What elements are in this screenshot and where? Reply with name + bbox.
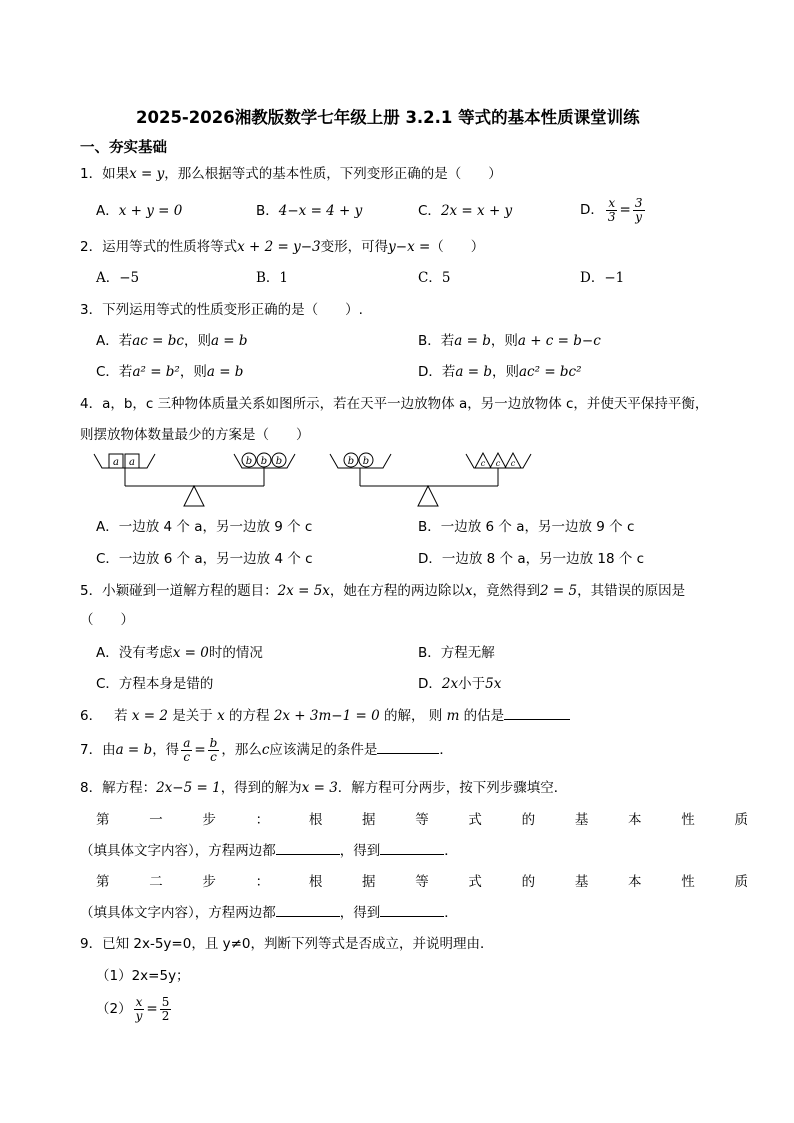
question-8	[80, 778, 567, 798]
question-text: ，竟然得到	[472, 583, 541, 599]
math-expression: x = 2	[131, 708, 168, 724]
question-text: ，得到的解为	[220, 780, 302, 796]
math-expression: 2x + 3m−1 = 0	[273, 708, 380, 724]
fig-label-c: c	[510, 459, 516, 468]
question-7	[80, 733, 453, 767]
fraction	[633, 197, 645, 224]
math-expression: x = 0	[172, 645, 209, 661]
question-text: （填具体文字内容），方程两边都	[80, 843, 276, 859]
step-1-heading	[96, 810, 748, 830]
denominator: c	[183, 749, 191, 764]
option-d	[418, 674, 501, 694]
fraction	[181, 737, 192, 764]
math-expression: a = b	[454, 333, 491, 349]
option-text: ，则	[490, 333, 518, 349]
option-c	[418, 201, 512, 221]
question-text: （填具体文字内容），方程两边都	[80, 905, 276, 921]
step-char: 的	[521, 812, 536, 828]
step-char: 步	[202, 812, 216, 828]
answer-blank[interactable]	[380, 916, 444, 917]
equals-sign: =	[194, 742, 206, 758]
option-d: D．一边放 8 个 a，另一边放 18 个 c	[418, 551, 645, 567]
step-char: 据	[362, 874, 376, 890]
math-expression: 2x = 5x	[277, 583, 330, 599]
math-expression: a = b	[455, 364, 492, 380]
math-expression: 2 = 5	[540, 583, 578, 599]
answer-blank[interactable]	[377, 753, 439, 754]
math-expression: c	[261, 742, 270, 758]
question-text: 的估是	[459, 708, 505, 724]
step-char: 根	[308, 812, 323, 828]
step-char: 基	[574, 812, 589, 828]
question-text: 如果	[102, 166, 130, 182]
math-expression: a = b	[115, 742, 153, 758]
question-text: ，其错误的原因是	[577, 583, 686, 599]
denominator: y	[135, 1008, 143, 1023]
step-char: 根	[308, 874, 323, 890]
question-text: ，那么根据等式的基本性质，下列变形正确的是（ ）	[164, 166, 502, 182]
step-char: 性	[681, 812, 695, 828]
step-char: 性	[681, 874, 695, 890]
question-text: ，得	[152, 742, 180, 758]
question-6	[80, 706, 570, 726]
step-char: ：	[255, 812, 270, 828]
option-b: B．方程无解	[418, 645, 495, 661]
question-text: 小颖碰到一道解方程的题目：	[102, 583, 278, 599]
question-9-part-1: （1）2x=5y；	[96, 968, 190, 984]
step-char: 式	[468, 812, 482, 828]
math-expression: 4−x = 4 + y	[278, 203, 363, 219]
fig-label-c: c	[480, 459, 486, 468]
step-char: 本	[628, 812, 642, 828]
question-3	[80, 300, 363, 320]
question-5	[80, 581, 685, 601]
math-expression: x	[464, 583, 473, 599]
question-text: ．	[444, 905, 458, 921]
option-b: B．1	[256, 270, 289, 286]
step-char: 式	[468, 874, 482, 890]
question-number: 2．	[80, 239, 103, 255]
fig-label-a: a	[113, 457, 119, 468]
numerator: 3	[634, 195, 643, 210]
math-expression: y−x =	[388, 239, 431, 255]
math-expression: x	[217, 708, 225, 724]
numerator: x	[608, 195, 616, 210]
option-text: 时的情况	[208, 645, 263, 661]
option-text: ，则	[183, 333, 211, 349]
math-expression: ac² = bc²	[519, 364, 582, 380]
step-2-fill	[80, 903, 458, 923]
option-label: A．	[96, 203, 119, 219]
question-text: （ ）	[430, 239, 485, 255]
math-expression: 2x−5 = 1	[156, 780, 221, 796]
question-text: ，那么	[221, 742, 262, 758]
denominator: 3	[607, 209, 616, 224]
question-text: 变形，可得	[320, 239, 389, 255]
step-char: 二	[149, 874, 163, 890]
math-expression: 2x	[441, 676, 459, 692]
math-expression: x = y	[129, 166, 165, 182]
math-expression: 2x = x + y	[440, 203, 513, 219]
question-9	[80, 934, 494, 954]
balance-scale-figure	[90, 448, 550, 512]
step-char: 等	[415, 812, 429, 828]
option-a	[96, 331, 248, 351]
fulcrum-triangle	[418, 486, 438, 506]
question-number: 6．	[80, 708, 103, 724]
option-d	[580, 193, 647, 227]
step-char: 基	[574, 874, 589, 890]
fig-label-a: a	[129, 457, 135, 468]
step-char: ：	[255, 874, 270, 890]
question-text: ，她在方程的两边除以	[329, 583, 465, 599]
question-text: 的解， 则	[379, 708, 447, 724]
option-a: A．−5	[96, 270, 140, 286]
step-char: 的	[521, 874, 536, 890]
fig-label-b: b	[275, 456, 283, 467]
fraction	[134, 996, 145, 1023]
step-char: 等	[415, 874, 429, 890]
fig-label-b: b	[245, 456, 253, 467]
question-2	[80, 237, 484, 257]
question-text: 下列运用等式的性质变形正确的是（ ）.	[102, 302, 363, 318]
math-expression: m	[446, 708, 460, 724]
numerator: b	[209, 735, 218, 750]
question-5-line-2: （ ）	[80, 612, 134, 628]
question-text: a，b，c 三种物体质量关系如图所示，若在天平一边放物体 a，另一边放物体 c，并使天平保持平衡，	[102, 396, 709, 412]
step-2-heading	[96, 872, 748, 892]
option-c	[96, 362, 243, 382]
fraction	[606, 197, 618, 224]
answer-blank[interactable]	[276, 854, 340, 855]
option-text: D．	[418, 676, 442, 692]
step-char: 本	[628, 874, 642, 890]
option-label: D．	[580, 202, 604, 218]
denominator: c	[210, 749, 217, 764]
option-b	[256, 201, 362, 221]
fraction	[208, 737, 220, 764]
math-expression: x + y = 0	[118, 203, 183, 219]
math-expression: a = b	[206, 364, 244, 380]
step-char: 质	[734, 812, 748, 828]
question-text: 的方程	[224, 708, 274, 724]
option-text: A．若	[96, 333, 133, 349]
question-text: 若	[114, 708, 132, 724]
fraction	[160, 996, 172, 1023]
option-c: C．5	[418, 270, 451, 286]
step-char: 据	[362, 812, 376, 828]
question-text: 已知 2x-5y=0，且 y≠0，判断下列等式是否成立，并说明理由．	[102, 936, 494, 952]
question-1	[80, 164, 502, 184]
question-text: 应该满足的条件是	[269, 742, 378, 758]
question-text: 运用等式的性质将等式	[102, 239, 238, 255]
question-9-part-2	[96, 992, 173, 1026]
question-text: ，得到	[339, 843, 381, 859]
step-1-fill	[80, 841, 458, 861]
option-c: C．方程本身是错的	[96, 676, 214, 692]
step-char: 质	[734, 874, 748, 890]
answer-blank[interactable]	[276, 916, 340, 917]
denominator: y	[635, 209, 643, 224]
math-expression: a + c = b−c	[517, 333, 601, 349]
question-text: ．解方程可分两步，按下列步骤填空．	[337, 780, 568, 796]
section-heading: 一、夯实基础	[80, 140, 167, 156]
math-expression: ac = bc	[132, 333, 184, 349]
option-label: C．	[418, 203, 441, 219]
math-expression: a = b	[210, 333, 248, 349]
question-number: 7．	[80, 742, 103, 758]
question-number: 9．	[80, 936, 103, 952]
option-b	[418, 331, 601, 351]
question-text: ．	[444, 843, 458, 859]
option-d: D．−1	[580, 270, 625, 286]
option-text: B．若	[418, 333, 455, 349]
denominator: 2	[161, 1008, 170, 1023]
option-text: D．若	[418, 364, 456, 380]
equals-sign: =	[146, 1001, 158, 1017]
step-char: 第	[96, 874, 110, 890]
question-text: ．	[439, 742, 453, 758]
answer-blank[interactable]	[380, 854, 444, 855]
option-a	[96, 643, 263, 663]
fig-label-b: b	[347, 456, 355, 467]
math-expression: x = 3	[301, 780, 338, 796]
question-number: 3．	[80, 302, 103, 318]
option-label: B．	[256, 203, 279, 219]
option-a	[96, 201, 182, 221]
question-text: 由	[102, 742, 116, 758]
fulcrum-triangle	[184, 486, 204, 506]
question-text: 解方程：	[102, 780, 157, 796]
math-expression: 5x	[485, 676, 502, 692]
option-text: ，则	[492, 364, 519, 380]
page-title: 2025-2026湘教版数学七年级上册 3.2.1 等式的基本性质课堂训练	[136, 108, 640, 127]
question-text: 是关于	[168, 708, 218, 724]
option-text: ，则	[179, 364, 207, 380]
option-text: C．若	[96, 364, 133, 380]
option-text: 小于	[458, 676, 486, 692]
numerator: x	[135, 994, 143, 1009]
question-number: 1．	[80, 166, 103, 182]
numerator: a	[183, 735, 191, 750]
fig-label-c: c	[495, 459, 501, 468]
question-number: 8．	[80, 780, 103, 796]
option-c: C．一边放 6 个 a，另一边放 4 个 c	[96, 551, 313, 567]
numerator: 5	[161, 994, 170, 1009]
math-expression: a² = b²	[132, 364, 180, 380]
option-text: A．没有考虑	[96, 645, 173, 661]
fig-label-b: b	[362, 456, 370, 467]
question-4	[80, 394, 708, 414]
question-text: ，得到	[339, 905, 381, 921]
fig-label-b: b	[260, 456, 268, 467]
question-number: 4．	[80, 396, 103, 412]
equals-sign: =	[619, 202, 631, 218]
step-char: 一	[149, 812, 163, 828]
question-4-line-2: 则摆放物体数量最少的方案是（ ）	[80, 427, 310, 443]
part-label: （2）	[96, 1001, 132, 1017]
option-b: B．一边放 6 个 a，另一边放 9 个 c	[418, 519, 635, 535]
question-number: 5．	[80, 583, 103, 599]
math-expression: x + 2 = y−3	[237, 239, 321, 255]
answer-blank[interactable]	[504, 719, 570, 720]
option-a: A．一边放 4 个 a，另一边放 9 个 c	[96, 519, 313, 535]
step-char: 第	[96, 812, 110, 828]
option-d	[418, 362, 582, 382]
step-char: 步	[202, 874, 216, 890]
